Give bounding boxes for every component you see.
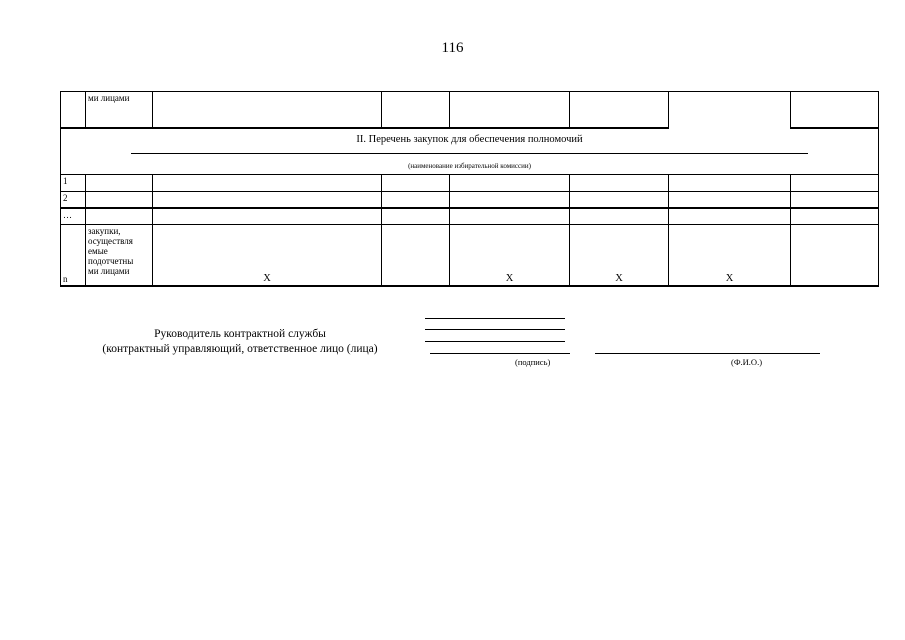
signature-caption: (подпись) (515, 357, 551, 367)
procurement-table (60, 91, 879, 287)
section-header (61, 128, 879, 175)
table-row (61, 208, 879, 224)
table-row (61, 224, 879, 286)
section-title: II. Перечень закупок для обеспечения полномочий (356, 133, 583, 145)
section-row (61, 128, 879, 175)
name-caption: (Ф.И.О.) (731, 357, 763, 367)
row-label (86, 224, 153, 286)
label-line: ми лицами (88, 265, 130, 276)
signature-rule (425, 329, 565, 330)
signature-rule (425, 318, 565, 319)
x-mark: X (570, 224, 669, 286)
table-cell (570, 92, 669, 128)
table-cell (382, 224, 450, 286)
signature-line (430, 353, 570, 354)
row-number: 1 (61, 174, 86, 191)
label-line: емые (88, 245, 108, 256)
section-hint: (наименование избирательной комиссии) (408, 161, 531, 170)
signature-line-2: (контрактный управляющий, ответственное лицо (лица) (102, 343, 378, 355)
name-line (595, 353, 820, 354)
table-row (61, 92, 879, 128)
table-row (61, 191, 879, 208)
table-cell (450, 92, 570, 128)
table-cell (153, 92, 382, 128)
x-mark: X (450, 224, 570, 286)
signature-title (80, 327, 400, 357)
table-row (61, 174, 879, 191)
row-number: 2 (61, 191, 86, 208)
label-line: закупки, (88, 225, 121, 236)
page-number: 116 (441, 40, 464, 56)
row-number: … (61, 208, 86, 224)
row-label: ми лицами (86, 92, 153, 128)
signature-line-1: Руководитель контрактной службы (154, 328, 326, 340)
row-number: n (61, 224, 86, 286)
x-mark: X (153, 224, 382, 286)
x-mark: X (669, 224, 791, 286)
table-cell (382, 92, 450, 128)
signature-rule (425, 341, 565, 342)
table-cell (669, 92, 791, 128)
label-line: осуществля (88, 235, 133, 246)
table-cell (61, 92, 86, 128)
section-underline (131, 153, 808, 154)
table-cell (791, 224, 879, 286)
label-line: подотчетны (88, 255, 134, 266)
table-cell (791, 92, 879, 128)
